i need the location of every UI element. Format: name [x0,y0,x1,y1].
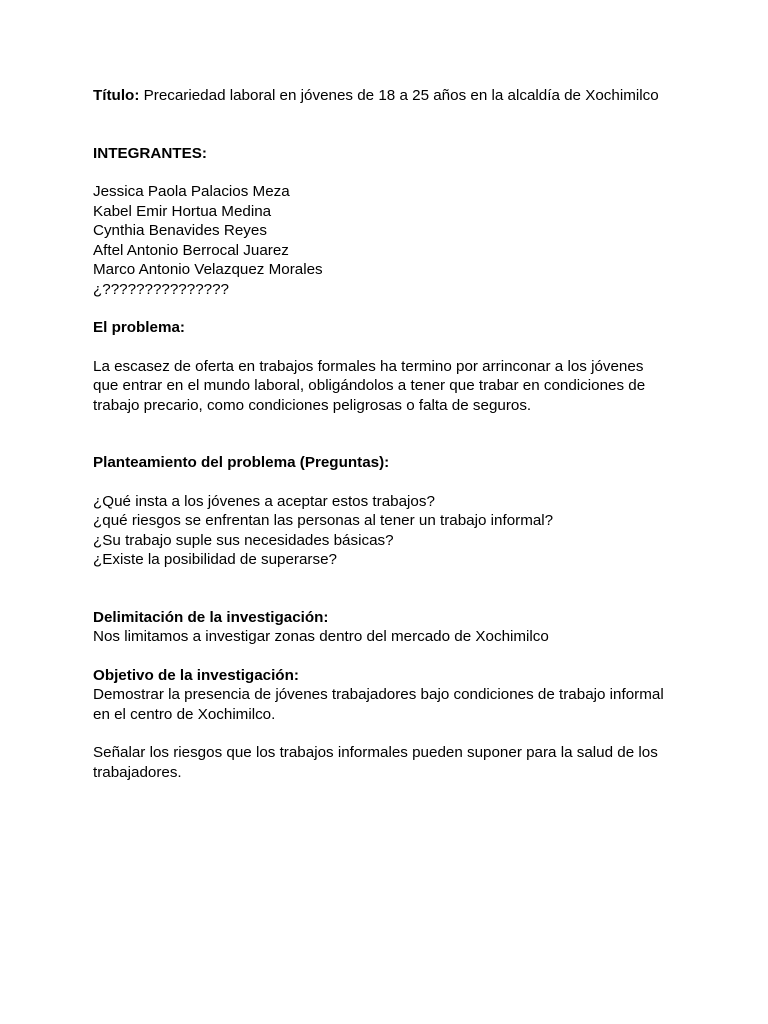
objective-line: en el centro de Xochimilco. [93,705,276,723]
problem-heading: El problema: [93,319,185,336]
delimitation-text: Nos limitamos a investigar zonas dentro del mercado de Xochimilco [93,628,549,645]
member-name: Aftel Antonio Berrocal Juarez [93,241,289,259]
spacer [93,724,693,743]
spacer [93,647,693,666]
spacer [93,163,693,182]
questions-heading: Planteamiento del problema (Preguntas): [93,454,390,471]
objective-paragraph-2 [93,743,683,782]
objective-heading: Objetivo de la investigación: [93,666,299,684]
member-name: Marco Antonio Velazquez Morales [93,261,323,278]
problem-line: que entrar en el mundo laboral, obligándolos a tener que trabar en condiciones de [93,377,646,394]
spacer [93,570,693,608]
problem-line: trabajo precario, como condiciones peligrosas o falta de seguros. [93,396,532,414]
question-item: ¿Qué insta a los jóvenes a aceptar estos trabajos? [93,492,435,510]
members-list [93,182,693,299]
problem-line: La escasez de oferta en trabajos formales ha termino por arrinconar a los jóvenes [93,357,644,375]
question-item: ¿Su trabajo suple sus necesidades básicas? [93,531,394,549]
member-name: ¿??????????????? [93,280,229,298]
spacer [93,299,693,318]
question-item: ¿Existe la posibilidad de superarse? [93,551,337,568]
member-name: Kabel Emir Hortua Medina [93,202,272,220]
spacer [93,415,693,453]
questions-list [93,492,693,570]
spacer [93,473,693,492]
objective-line: Señalar los riesgos que los trabajos informales pueden suponer para la salud de los [93,744,658,761]
question-item: ¿qué riesgos se enfrentan las personas al tener un trabajo informal? [93,512,554,529]
member-name: Cynthia Benavides Reyes [93,222,267,239]
members-heading: INTEGRANTES: [93,144,207,162]
title-line [93,86,693,106]
objective-paragraph-1 [93,685,683,724]
member-name: Jessica Paola Palacios Meza [93,183,290,200]
delimitation-heading: Delimitación de la investigación: [93,608,329,626]
document-content [93,86,693,782]
title-label: Título: [93,87,140,104]
problem-paragraph [93,357,683,416]
objective-line: trabajadores. [93,763,182,781]
objective-line: Demostrar la presencia de jóvenes trabajadores bajo condiciones de trabajo informal [93,686,664,703]
spacer [93,106,693,144]
title-text: Precariedad laboral en jóvenes de 18 a 25 años en la alcaldía de Xochimilco [143,87,659,104]
spacer [93,338,693,357]
